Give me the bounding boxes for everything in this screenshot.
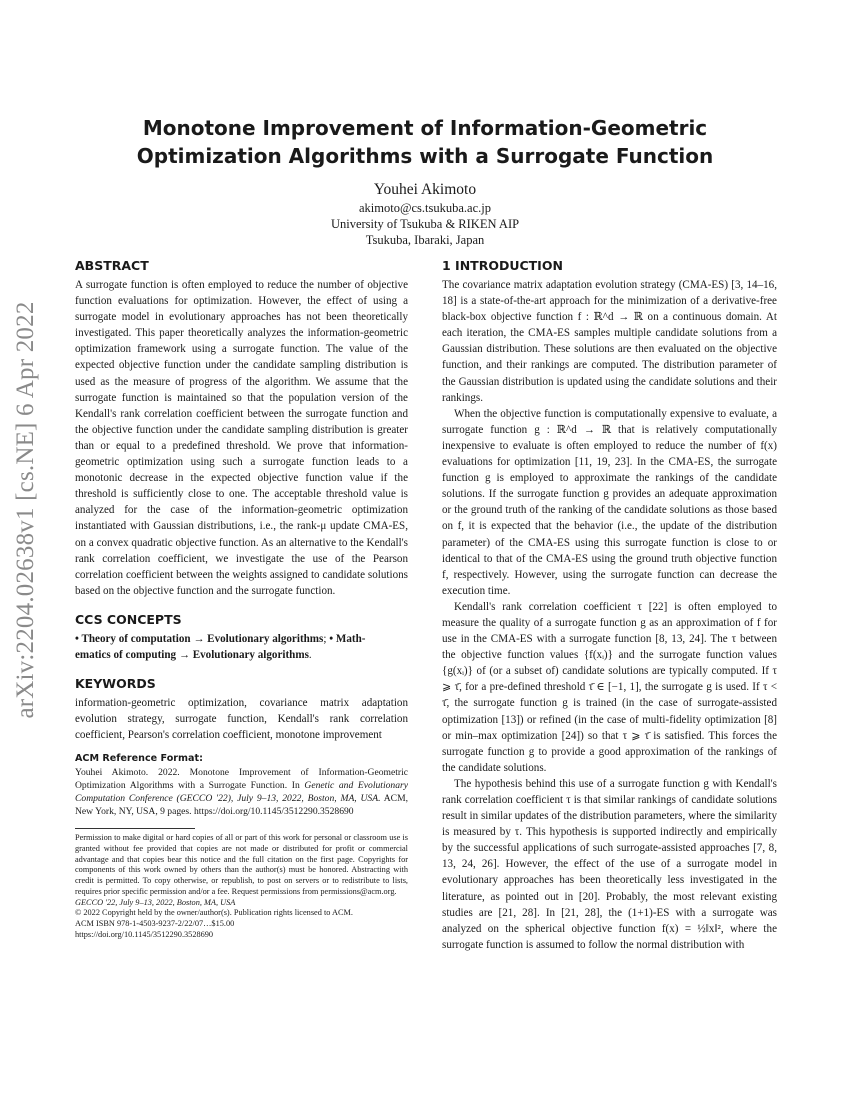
left-column — [75, 258, 408, 940]
paper-title — [100, 114, 750, 170]
ccs-concept-math: ematics of computing → Evolutionary algorithms — [75, 648, 309, 661]
ccs-concept-math-start: • Math- — [329, 632, 366, 645]
right-column — [442, 258, 777, 953]
copyright-notice: © 2022 Copyright held by the owner/author(s). Publication rights licensed to ACM. — [75, 908, 353, 918]
acm-reference-text — [75, 766, 408, 818]
title-line-2: Optimization Algorithms with a Surrogate Function — [136, 144, 714, 168]
conference-info: GECCO '22, July 9–13, 2022, Boston, MA, USA — [75, 897, 236, 907]
footnote-divider — [75, 828, 195, 829]
abstract-text: A surrogate function is often employed to reduce the number of objective function evaluations for optimization. However, the effect of using a surrogate model in evolutionary approaches has not been theoretically investigated. This paper theoretically analyzes the information-geometric optimization framework using a surrogate function. The value of the expected objective function under the candidate sampling distribution is used as the measure of progress of the algorithm. We assume that the surrogate function is maintained so that the population version of the Kendall's rank correlation coefficient between the surrogate function and the objective function under the candidate sampling distribution is greater than or equal to a predefined threshold. We prove that information-geometric optimization using such a surrogate function leads to a monotonic decrease in the expected objective function value if the threshold is sufficiently close to one. The acceptable threshold value is analyzed for the case of the information-geometric optimization instantiated with Gaussian distributions, i.e., the rank-μ update CMA-ES, on a convex quadratic objective function. As an alternative to the Kendall's rank correlation coefficient, we investigate the use of the Pearson correlation coefficient between the weights assigned to candidate solutions based on the objective function and the surrogate function. — [75, 279, 408, 597]
permission-notice: Permission to make digital or hard copies of all or part of this work for personal or classroom use is granted without fee provided that copies are not made or distributed for profit or commercial advantage and that copies bear this notice and the full citation on the first page. Copyrights for components of this work owned by others than the author(s) must be honored. Abstracting with credit is permitted. To copy otherwise, or republish, to post on servers or to redistribute to lists, requires prior specific permission and/or a fee. Request permissions from permissions@acm.org. — [75, 833, 408, 896]
author-block — [200, 181, 650, 248]
intro-paragraph-2: When the objective function is computationally expensive to evaluate, a surrogate function g : ℝ^d → ℝ that is relatively computationally inexpensive to evaluate is often employed to reduce the number of f(x) evaluations for optimization [11, 19, 23]. In the CMA-ES, the surrogate function g is employed to approximate the rankings of the candidate solutions. If the surrogate function g provides an adequate approximation or the ground truth of the ranking of the candidate solutions as those based on f, it is expected that the behavior (i.e., the update of the distribution parameter) of the CMA-ES using this surrogate function is close to or identical to that of the CMA-ES using the ground truth objective function f, respectively. However, using the surrogate function can decrease the execution time. — [442, 407, 777, 597]
intro-paragraph-3: Kendall's rank correlation coefficient τ [22] is often employed to measure the quality of a surrogate function g as an approximation of f for use in the CMA-ES with a surrogate function [8, 13, 24]. The τ between the objective function values {f(xᵢ)} and the surrogate function values {g(xᵢ)} of (or a subset of) candidate solutions are typically computed. If τ ⩾ τ̄, for a pre-defined threshold τ̄ ∈ [−1, 1], the surrogate g is used. If τ < τ̄, the surrogate function g is trained (in the case of surrogate-assisted optimization [13]) or refined (in the case of multi-fidelity optimization [8] or min–max optimization [24]) so that τ ⩾ τ̄ is satisfied. This forces the surrogate function g to provide a good approximation of the rankings of the candidate solutions. — [442, 600, 777, 774]
ccs-concepts-line-1 — [75, 631, 408, 647]
arxiv-identifier-stamp — [2, 275, 50, 745]
doi-link[interactable]: https://doi.org/10.1145/3512290.3528690 — [75, 929, 214, 939]
keywords-text: information-geometric optimization, covariance matrix adaptation evolution strategy, surrogate function, Kendall's rank correlation coefficient, Pearson's correlation coefficient, monotone improvement — [75, 697, 408, 742]
intro-paragraph-4: The hypothesis behind this use of a surrogate function g with Kendall's rank correlation coefficient τ is that similar rankings of candidate solutions result in similar updates of the distribution parameters, where the similarity is measured by τ. This hypothesis is supported indirectly and empirically by the successful applications of such surrogate-assisted approaches [7, 8, 13, 24, 26]. However, the effect of the use of a surrogate model in evolutionary approaches has been theoretically less investigated in the literature, as pointed out in [20]. Probably, the most relevant existing studies are [21, 28]. In [21, 28], the (1+1)-ES with a surrogate was analyzed on the spherical objective function f(x) = ½‖x‖², where the surrogate function is assumed to follow the normal distribution with — [442, 777, 777, 951]
ccs-end: . — [308, 648, 312, 661]
intro-paragraph-1: The covariance matrix adaptation evolution strategy (CMA-ES) [3, 14–16, 18] is a state-of-the-art approach for the minimization of a derivative-free black-box objective function f : ℝ^d → ℝ on a continuous domain. At each iteration, the CMA-ES samples multiple candidate solutions from a Gaussian distribution. These solutions are then evaluated on the objective function, and their rankings are computed. The distribution parameter of the Gaussian distribution is updated using the candidate solutions and their rankings. — [442, 279, 777, 404]
arxiv-id-text: arXiv:2204.02638v1 [cs.NE] 6 Apr 2022 — [12, 301, 39, 719]
keywords-heading: KEYWORDS — [75, 676, 156, 692]
author-email[interactable]: akimoto@cs.tsukuba.ac.jp — [359, 201, 491, 215]
ccs-concepts-line-2 — [75, 647, 408, 663]
isbn-line: ACM ISBN 978-1-4503-9237-2/22/07…$15.00 — [75, 918, 235, 928]
acm-reference-venue: Genetic and Evolutionary Computation Conference (GECCO '22), July 9–13, 2022, Boston, MA, USA. — [75, 780, 408, 805]
author-name: Youhei Akimoto — [373, 181, 477, 198]
acm-reference-heading: ACM Reference Format: — [75, 753, 203, 765]
ccs-heading: CCS CONCEPTS — [75, 611, 182, 627]
acm-reference-part-2: ACM, New York, NY, USA, 9 pages. https://doi.org/10.1145/3512290.3528690 — [75, 793, 409, 818]
author-location: Tsukuba, Ibaraki, Japan — [365, 233, 485, 247]
author-affiliation: University of Tsukuba & RIKEN AIP — [330, 217, 520, 231]
ccs-concept-theory: • Theory of computation → Evolutionary algorithms — [75, 632, 324, 645]
introduction-heading: 1 INTRODUCTION — [442, 258, 563, 273]
ccs-separator: ; — [323, 632, 330, 645]
abstract-heading: ABSTRACT — [75, 258, 149, 273]
acm-reference-part-1: Youhei Akimoto. 2022. Monotone Improvement of Information-Geometric Optimization Algorithms with a Surrogate Function. In — [75, 767, 408, 792]
title-line-1: Monotone Improvement of Information-Geometric — [142, 116, 708, 140]
